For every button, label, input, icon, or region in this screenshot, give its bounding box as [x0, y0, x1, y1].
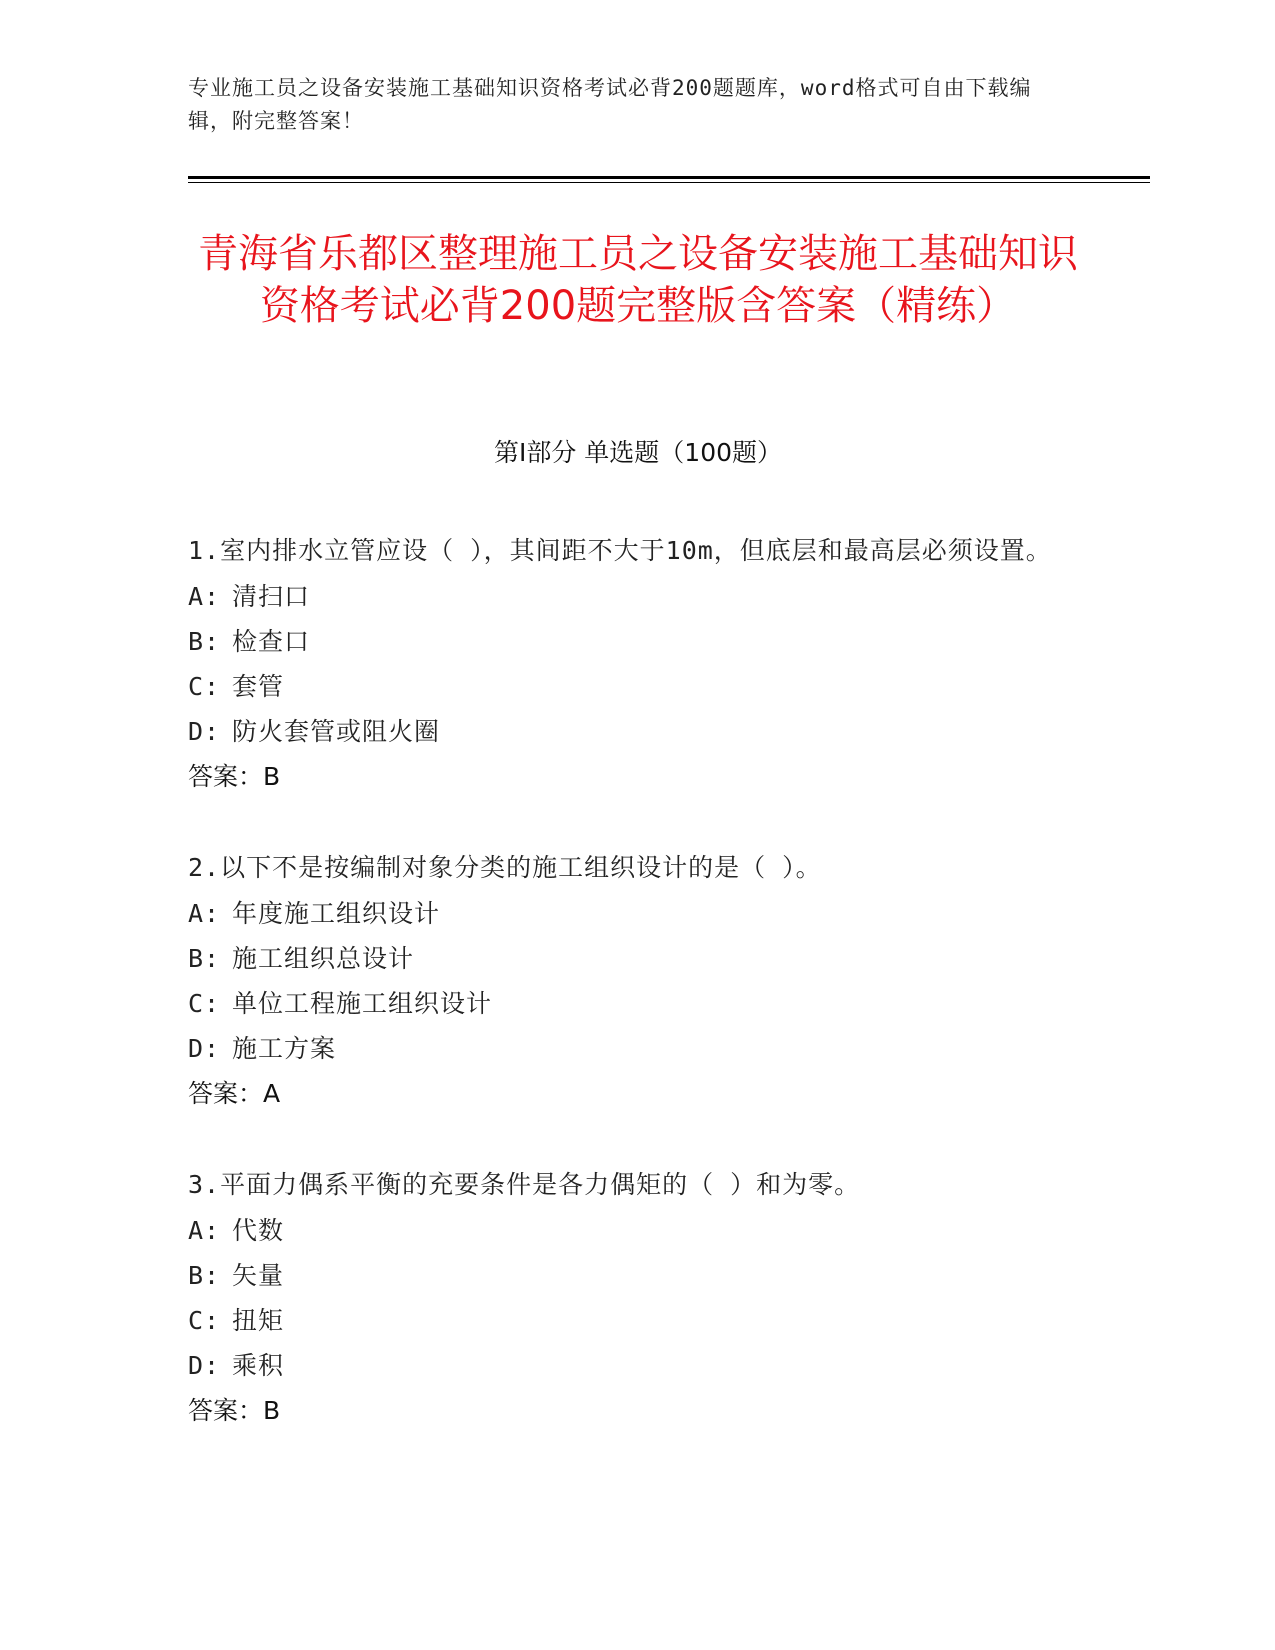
answer-line: 答案：B [188, 762, 281, 791]
question-stem: 3.平面力偶系平衡的充要条件是各力偶矩的（ ）和为零。 [188, 1170, 861, 1199]
option-text: 单位工程施工组织设计 [232, 989, 493, 1018]
question-1 [188, 528, 1088, 800]
question-stem: 2.以下不是按编制对象分类的施工组织设计的是（ ）。 [188, 853, 822, 882]
question-3 [188, 1162, 1088, 1434]
option-a [188, 574, 1088, 619]
option-letter: C: [188, 1306, 221, 1335]
question-stem: 1.室内排水立管应设（ ），其间距不大于10m，但底层和最高层必须设置。 [188, 536, 1052, 565]
option-a [188, 1208, 1088, 1253]
option-b [188, 1253, 1088, 1298]
option-a [188, 891, 1088, 936]
option-letter: D: [188, 1034, 221, 1063]
option-letter: B: [188, 627, 221, 656]
option-text: 代数 [232, 1216, 285, 1245]
option-letter: A: [188, 582, 221, 611]
question-2 [188, 845, 1088, 1117]
option-text: 年度施工组织设计 [232, 899, 441, 928]
option-text: 施工方案 [232, 1034, 337, 1063]
option-b [188, 619, 1088, 664]
option-text: 清扫口 [232, 582, 311, 611]
option-d [188, 1026, 1088, 1071]
option-letter: C: [188, 672, 221, 701]
option-text: 套管 [232, 672, 285, 701]
section-title: 第Ⅰ部分 单选题（100题） [493, 438, 783, 467]
option-text: 扭矩 [232, 1306, 285, 1335]
header-divider-thin [188, 182, 1150, 183]
option-letter: A: [188, 899, 221, 928]
option-c [188, 981, 1088, 1026]
option-text: 施工组织总设计 [232, 944, 415, 973]
answer-line: 答案：A [188, 1079, 281, 1108]
option-text: 矢量 [232, 1261, 285, 1290]
question-list [188, 528, 1088, 1479]
option-text: 检查口 [232, 627, 311, 656]
answer-line: 答案：B [188, 1396, 281, 1425]
option-letter: C: [188, 989, 221, 1018]
option-b [188, 936, 1088, 981]
option-d [188, 1343, 1088, 1388]
option-c [188, 1298, 1088, 1343]
header-note: 专业施工员之设备安装施工基础知识资格考试必背200题题库，word格式可自由下载编辑，附完整答案！ [188, 76, 1032, 133]
option-text: 乘积 [232, 1351, 285, 1380]
option-letter: D: [188, 717, 221, 746]
option-letter: B: [188, 944, 221, 973]
option-letter: B: [188, 1261, 221, 1290]
option-d [188, 709, 1088, 754]
header-divider-thick [188, 176, 1150, 179]
document-title: 青海省乐都区整理施工员之设备安装施工基础知识资格考试必背200题完整版含答案（精练） [198, 231, 1078, 329]
option-text: 防火套管或阻火圈 [232, 717, 441, 746]
option-letter: A: [188, 1216, 221, 1245]
option-letter: D: [188, 1351, 221, 1380]
option-c [188, 664, 1088, 709]
